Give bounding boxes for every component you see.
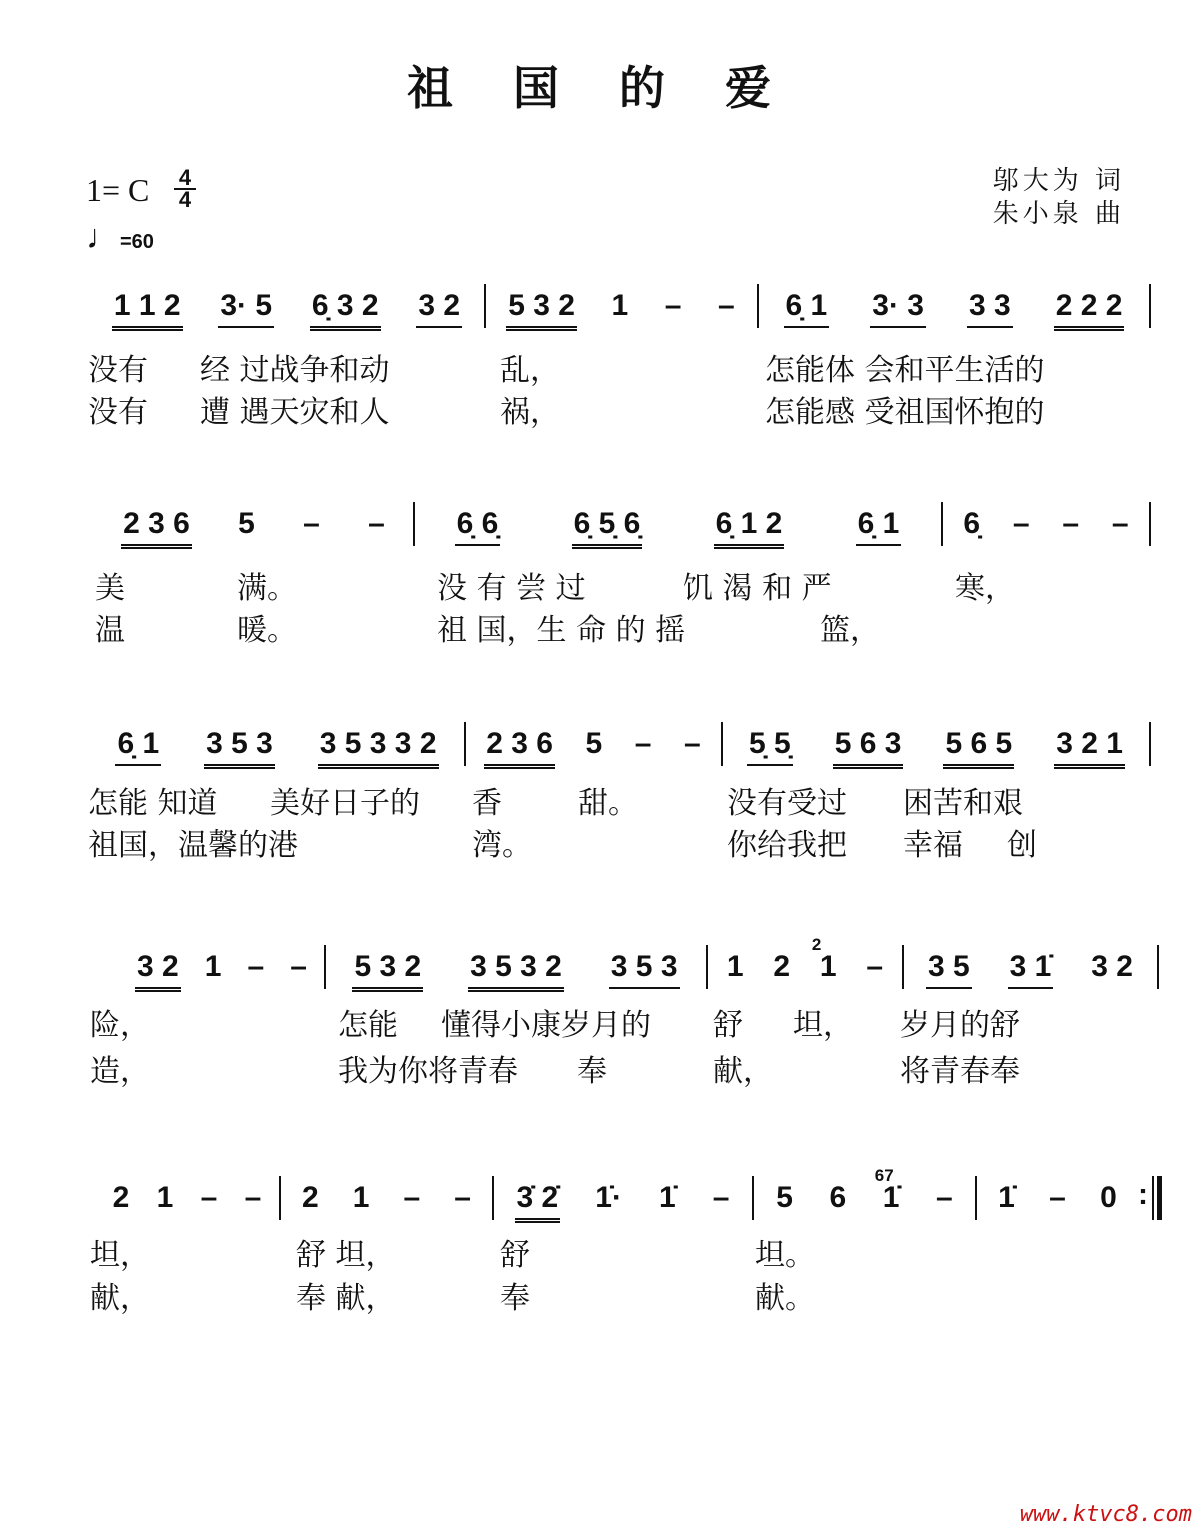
lyric-segment: 怎能感 受祖国怀抱的	[765, 395, 1045, 430]
lyric-segment: 奉	[500, 1281, 530, 1316]
dash-note: –	[866, 950, 884, 983]
lyric-segment: 没有	[88, 395, 148, 430]
dash-note: –	[1062, 507, 1080, 540]
lyric-segment: 遭 遇天灾和人	[200, 395, 390, 430]
time-signature: 4 4	[174, 168, 196, 210]
lyric-segment: 祸，	[500, 395, 560, 430]
lyricist: 邬大为 词	[992, 166, 1125, 196]
dash-note: –	[1049, 1181, 1066, 1214]
lyric-segment: 坦，	[793, 1008, 853, 1043]
note-group: 5 6 3	[833, 728, 904, 769]
note-group: 6̣ 6̣	[455, 508, 501, 546]
note-group: 1	[352, 1181, 370, 1214]
barline	[1149, 722, 1151, 766]
measure	[95, 1182, 279, 1232]
measure	[90, 728, 464, 778]
song-title: 祖 国 的 爱	[406, 61, 794, 115]
note-group: 3 5 3 2	[468, 951, 564, 992]
note-group: 1	[726, 950, 744, 983]
note-group: 1̇·	[595, 1181, 622, 1214]
tempo-marking: ♩=60	[86, 218, 154, 256]
note-group: 3· 5	[218, 290, 274, 328]
grace-note: 2	[811, 935, 822, 954]
key-signature: 1= C	[86, 172, 150, 208]
lyric-segment: 甜。	[578, 786, 638, 821]
note-group: 1̇ 67	[881, 1182, 902, 1218]
measure	[120, 951, 324, 1001]
lyric-segment: 我为你将青春	[338, 1054, 518, 1089]
note-group: 3 1̇	[1008, 951, 1054, 989]
lyric-segment: 舒	[500, 1238, 530, 1273]
dash-note: –	[200, 1181, 218, 1214]
lyric-segment: 湾。	[472, 828, 532, 863]
dash-note: –	[247, 950, 265, 983]
measure	[943, 508, 1149, 558]
lyric-segment: 乱，	[500, 353, 560, 388]
lyric-segment: 美	[95, 571, 125, 606]
dash-note: –	[244, 1181, 262, 1214]
note-group: 2 2 2	[1054, 290, 1125, 331]
lyric-segment: 岁月的舒	[900, 1008, 1020, 1043]
lyric-segment: 满。	[237, 571, 297, 606]
note-group: 2	[302, 1181, 319, 1214]
lyric-segment: 没有受过	[727, 786, 847, 821]
lyric-segment: 祖国，温馨的港	[88, 828, 298, 863]
composer: 朱小泉 曲	[992, 199, 1125, 229]
measure	[708, 935, 902, 1001]
lyric-segment: 温	[95, 613, 125, 648]
note-group: 6̣	[963, 507, 981, 540]
note-group: 3 3	[967, 290, 1013, 328]
lyric-segment: 献，	[90, 1281, 150, 1316]
staff-system	[95, 1166, 1162, 1232]
lyric-segment: 奉	[577, 1054, 607, 1089]
staff-system	[90, 728, 1151, 778]
lyric-segment: 造，	[90, 1054, 150, 1089]
measure	[95, 508, 413, 558]
lyric-segment: 暖。	[237, 613, 297, 648]
barline	[1149, 502, 1151, 546]
lyric-segment: 献，	[713, 1054, 773, 1089]
dash-note: –	[936, 1181, 953, 1214]
end-repeat-barline: :	[1138, 1176, 1162, 1220]
lyric-segment: 饥 渴 和 严	[683, 571, 832, 606]
note-group: 3 5 3	[204, 728, 275, 769]
lyric-segment: 创	[1007, 828, 1037, 863]
note-group: 5 3 2	[352, 951, 423, 992]
dash-note: –	[1012, 507, 1030, 540]
measure	[904, 951, 1157, 1001]
note-group: 5 6 5	[943, 728, 1014, 769]
barline	[1149, 284, 1151, 328]
dash-note: –	[712, 1181, 730, 1214]
lyric-segment: 献。	[755, 1281, 815, 1316]
lyric-segment: 懂得小康岁月的	[441, 1008, 651, 1043]
note-group: 1̇	[998, 1181, 1015, 1214]
note-group: 5	[776, 1181, 793, 1214]
lyric-segment: 没 有 尝 过	[437, 571, 586, 606]
dash-note: –	[684, 727, 701, 760]
lyric-segment: 坦，	[90, 1238, 150, 1273]
dash-note: –	[454, 1181, 471, 1214]
dash-note: –	[634, 727, 652, 760]
note-group: 0	[1100, 1181, 1117, 1214]
note-group: 2 3 6	[121, 508, 192, 549]
lyric-segment: 幸福	[903, 828, 963, 863]
lyric-segment: 经 过战争和动	[200, 353, 390, 388]
note-group: 1 1 2	[112, 290, 183, 331]
measure	[754, 1166, 975, 1232]
dash-note: –	[403, 1181, 421, 1214]
note-group: 2	[773, 950, 791, 983]
measure	[486, 290, 757, 340]
dash-note: –	[290, 950, 307, 983]
note-group: 5	[238, 507, 255, 540]
lyric-segment: 险，	[90, 1008, 150, 1043]
lyric-segment: 怎能 知道	[88, 786, 218, 821]
dash-note: –	[1111, 507, 1129, 540]
lyric-segment: 你给我把	[727, 828, 847, 863]
note-group: 5 3 2	[506, 290, 577, 331]
lyric-segment: 坦。	[755, 1238, 815, 1273]
note-group: 6	[829, 1181, 847, 1214]
note-group: 3 2	[1091, 950, 1133, 983]
measure	[281, 1182, 492, 1232]
lyric-segment: 怎能体 会和平生活的	[765, 353, 1045, 388]
measure	[415, 508, 941, 558]
staff-system	[120, 935, 1159, 1001]
note-group: 3 5 3	[609, 951, 680, 989]
note-group: 1 2	[818, 951, 839, 987]
dash-note: –	[718, 289, 735, 322]
note-group: 1	[611, 289, 629, 322]
note-group: 6̣ 1	[784, 290, 830, 328]
note-group: 3 5 3 3 2	[318, 728, 439, 769]
barline	[1157, 945, 1159, 989]
lyric-segment: 祖 国，生 命 的 摇	[437, 613, 686, 648]
note-group: 1	[156, 1181, 174, 1214]
lyric-segment: 美好日子的	[270, 786, 420, 821]
note-group: 3· 3	[870, 290, 926, 328]
dash-note: –	[664, 289, 682, 322]
note-group: 2	[112, 1181, 130, 1214]
quarter-note-icon: ♩	[86, 218, 120, 256]
measure	[326, 951, 706, 1001]
note-group: 6̣ 1	[115, 728, 161, 766]
note-group: 5̣ 5̣	[747, 728, 793, 766]
dash-note: –	[368, 507, 385, 540]
note-group: 3 2	[135, 951, 181, 992]
lyric-segment: 舒	[713, 1008, 743, 1043]
measure	[466, 728, 721, 778]
note-group: 6̣ 1	[856, 508, 902, 546]
note-group: 6̣ 1 2	[714, 508, 785, 549]
lyric-segment: 寒，	[955, 571, 1015, 606]
note-group: 6̣ 3 2	[310, 290, 381, 331]
note-group: 3̇ 2̇	[515, 1182, 561, 1223]
lyric-segment: 怎能	[338, 1008, 398, 1043]
staff-system	[90, 290, 1151, 340]
lyric-segment: 舒 坦，	[296, 1238, 396, 1273]
lyric-segment: 篮，	[820, 613, 880, 648]
note-group: 3 5	[926, 951, 972, 989]
note-group: 2 3 6	[484, 728, 555, 769]
grace-note: 67	[874, 1166, 894, 1185]
note-group: 3 2	[416, 290, 462, 328]
note-group: 5	[585, 727, 603, 760]
staff-system	[95, 508, 1151, 558]
lyric-segment: 奉 献，	[296, 1281, 396, 1316]
measure	[90, 290, 484, 340]
note-group: 3 2 1	[1054, 728, 1125, 769]
lyric-segment: 没有	[88, 353, 148, 388]
note-group: 1	[204, 950, 222, 983]
lyric-segment: 香	[472, 786, 502, 821]
measure	[759, 290, 1149, 340]
note-group: 1̇	[659, 1181, 676, 1214]
lyric-segment: 困苦和艰	[903, 786, 1023, 821]
note-group: 6̣ 5̣ 6̣	[572, 508, 643, 549]
dash-note: –	[303, 507, 320, 540]
lyric-segment: 将青春奉	[900, 1054, 1020, 1089]
measure	[494, 1182, 752, 1232]
measure	[723, 728, 1149, 778]
watermark: www.ktvc8.com	[1019, 1502, 1192, 1527]
measure	[977, 1182, 1138, 1232]
